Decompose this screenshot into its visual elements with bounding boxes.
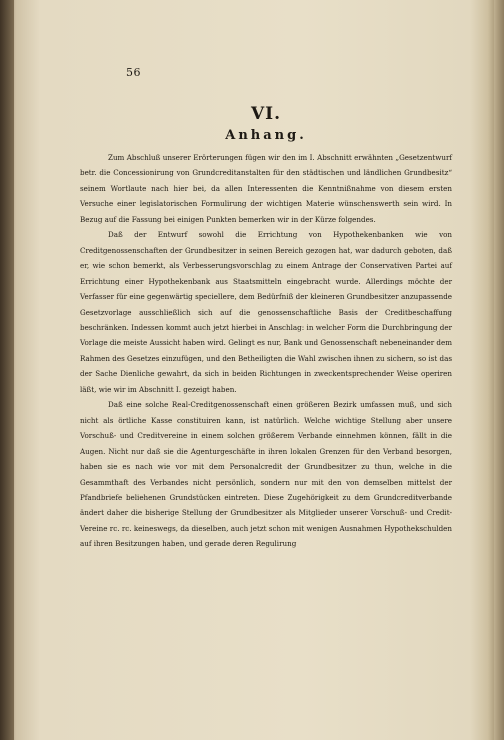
page-edge-right [494, 0, 504, 740]
book-spine-shadow [0, 0, 14, 740]
section-title: Anhang. [225, 128, 307, 143]
paragraph: Zum Abschluß unserer Erörterungen fügen wir den im I. Abschnitt erwähnten „Gesetzentwurf betr. die Concessionirung von Grundcreditanstalten für den städtischen und ländlichen Grundbesitz“ seinem Wortlaute nach hier bei, da allen Interessenten die Kenntnißnahme von diesem ersten Versuche einer legislatorischen Formulirung der wichtigen Materie wünschenswerth sein wird. In Bezug auf die Fassung bei einigen Punkten bemerken wir in der Kürze folgendes. [80, 153, 452, 224]
chapter-heading: VI. [250, 104, 282, 124]
document-page [80, 60, 452, 700]
body-text [80, 150, 452, 552]
paragraph: Daß eine solche Real-Creditgenossenschaft einen größeren Bezirk umfassen muß, und sich nicht als örtliche Kasse constituiren kann, ist natürlich. Welche wichtige Stellung aber unsere Vorschuß- und Creditvereine in einem solchen größerem Verbande einnehmen können, fällt in die Augen. Nicht nur daß sie die Agenturgeschäfte in ihren lokalen Grenzen für den Verband besorgen, haben sie es nach wie vor mit dem Personalcredit der Grundbesitzer zu thun, welche in die Gesammthaft des Verbandes nicht persönlich, sondern nur mit den von demselben mittelst der Pfandbriefe beliehenen Grundstücken eintreten. Diese Zugehörigkeit zu dem Grundcreditverbande ändert daher die bisherige Stellung der Grundbesitzer als Mitglieder unserer Vorschuß- und Credit-Vereine rc. rc. keineswegs, da dieselben, auch jetzt schon mit wenigen Ausnahmen Hypothekschulden auf ihren Besitzungen haben, und gerade deren Regulirung [80, 400, 452, 549]
paragraph: Daß der Entwurf sowohl die Errichtung von Hypothekenbanken wie von Creditgenossenschaften der Grundbesitzer in seinen Bereich gezogen hat, war dadurch geboten, daß er, wie schon bemerkt, als Verbesserungsvorschlag zu einem Antrage der Conservativen Partei auf Errichtung einer Hypothekenbank aus Staatsmitteln eingebracht wurde. Allerdings möchte der Verfasser für eine gegenwärtig speciellere, dem Bedürfniß der kleineren Grundbesitzer anzupassende Gesetzvorlage ausschließlich sich auf die genossenschaftliche Basis der Creditbeschaffung beschränken. Indessen kommt auch jetzt hierbei in Anschlag: in welcher Form die Durchbringung der Vorlage die meiste Aussicht haben wird. Gelingt es nur, Bank und Genossenschaft nebeneinander dem Rahmen des Gesetzes einzufügen, und den Betheiligten die Wahl zwischen ihnen zu sichern, so ist das der Sache Dienliche gewahrt, da sich in beiden Richtungen in zweckentsprechender Weise operiren läßt, wie wir im Abschnitt I. gezeigt haben. [80, 230, 452, 394]
page-number: 56 [126, 66, 141, 79]
